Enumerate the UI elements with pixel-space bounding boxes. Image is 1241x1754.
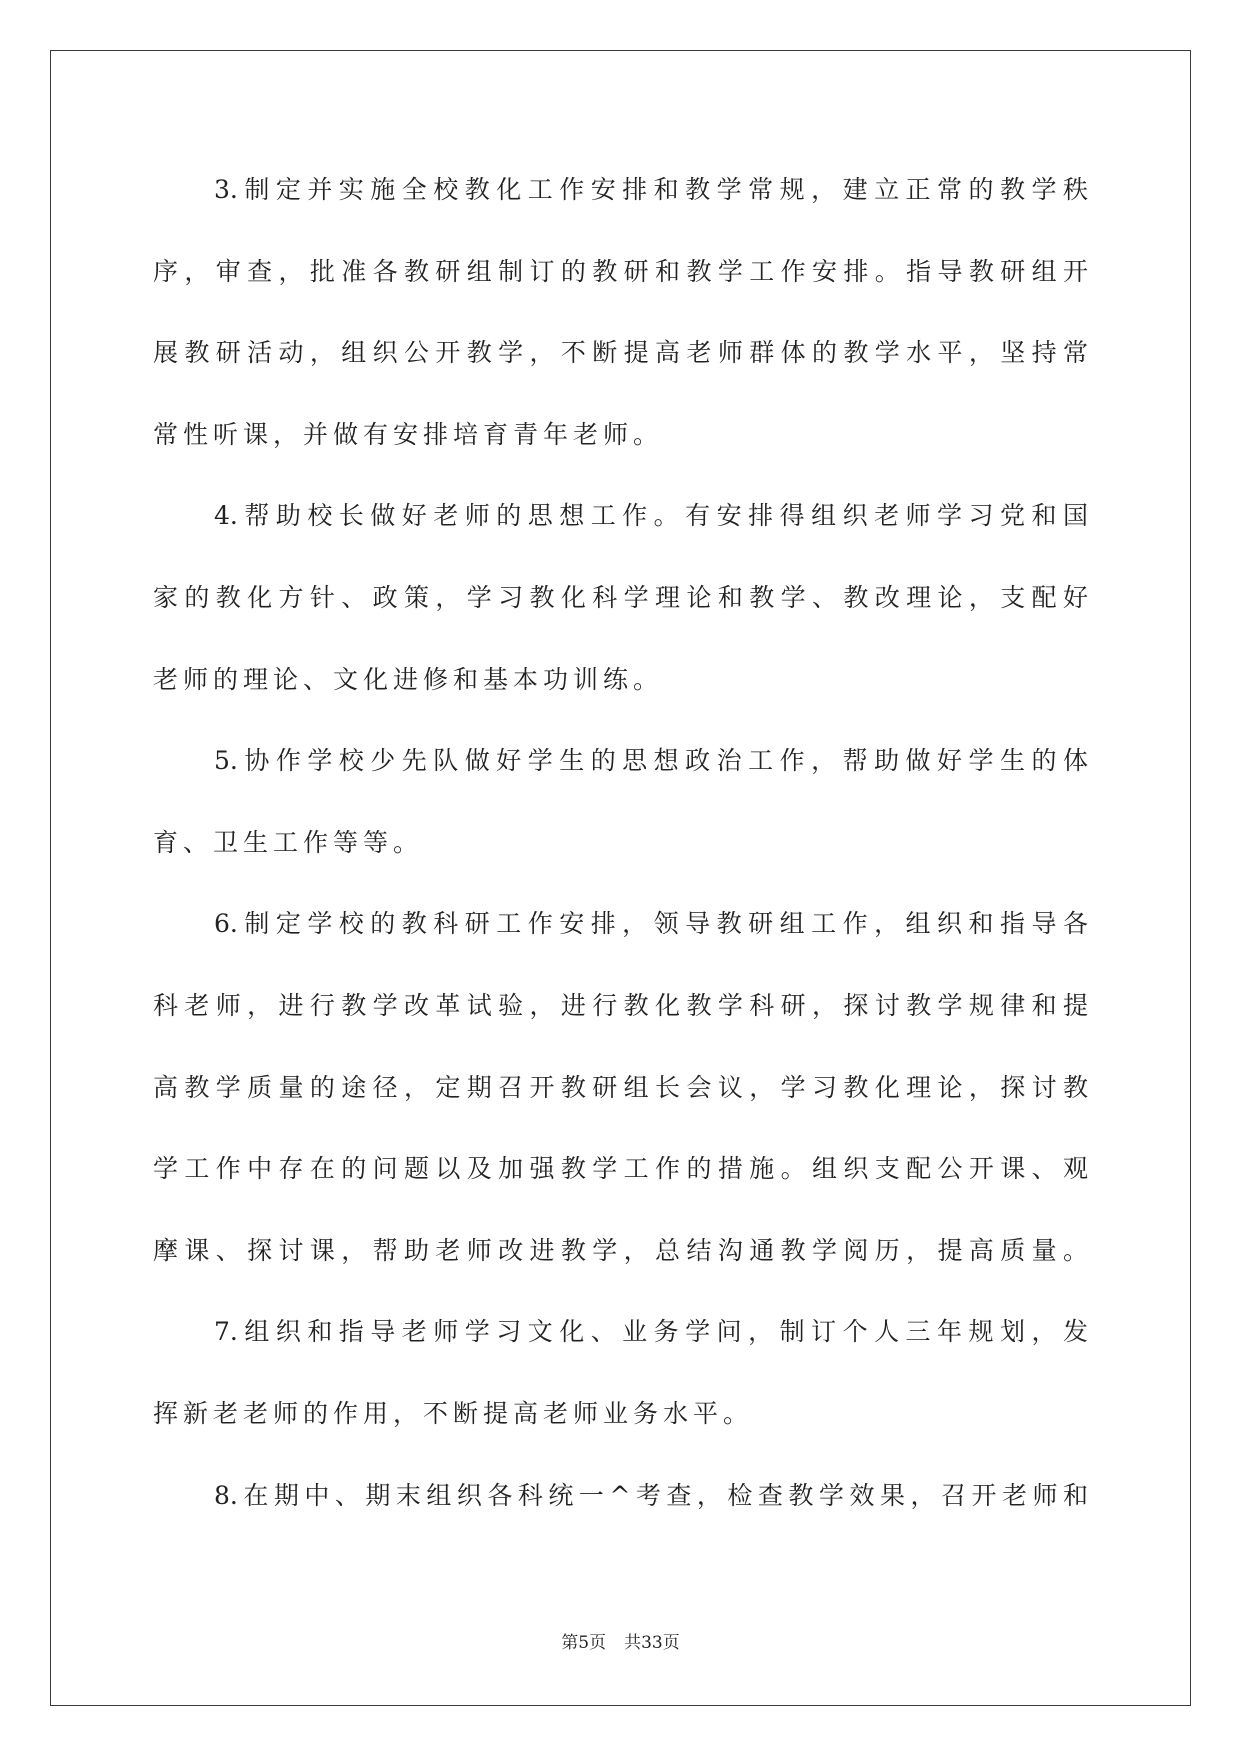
document-body <box>153 149 1088 1536</box>
body-line: 挥新老老师的作用，不断提高老师业务水平。 <box>153 1398 754 1428</box>
body-line: 常性听课，并做有安排培育青年老师。 <box>153 419 664 449</box>
body-line: 育、卫生工作等等。 <box>153 827 424 857</box>
body-line: 摩课、探讨课，帮助老师改进教学，总结沟通教学阅历，提高质量。 <box>153 1235 1088 1265</box>
body-line: 展教研活动，组织公开教学，不断提高老师群体的教学水平，坚持常 <box>153 338 1088 368</box>
paragraph-item-3 <box>153 149 1088 475</box>
body-line: 学工作中存在的问题以及加强教学工作的措施。组织支配公开课、观 <box>153 1154 1088 1184</box>
body-line: 高教学质量的途径，定期召开教研组长会议，学习教化理论，探讨教 <box>153 1072 1088 1102</box>
body-line: 5.协作学校少先队做好学生的思想政治工作，帮助做好学生的体 <box>214 746 1088 776</box>
paragraph-item-4 <box>153 475 1088 720</box>
paragraph-item-8 <box>153 1455 1088 1537</box>
body-line: 3.制定并实施全校教化工作安排和教学常规，建立正常的教学秩 <box>214 175 1088 204</box>
page-number: 第5页 <box>561 1633 607 1653</box>
paragraph-item-7 <box>153 1291 1088 1454</box>
body-line: 老师的理论、文化进修和基本功训练。 <box>153 664 664 694</box>
body-line: 科老师，进行教学改革试验，进行教化教学科研，探讨教学规律和提 <box>153 990 1088 1020</box>
page-footer <box>0 1628 1241 1653</box>
paragraph-item-5 <box>153 720 1088 883</box>
paragraph-item-6 <box>153 883 1088 1291</box>
body-line: 8.在期中、期末组织各科统一^考查，检查教学效果，召开老师和 <box>214 1480 1088 1510</box>
body-line: 家的教化方针、政策，学习教化科学理论和教学、教改理论，支配好 <box>153 582 1088 612</box>
body-line: 4.帮助校长做好老师的思想工作。有安排得组织老师学习党和国 <box>214 501 1088 531</box>
body-line: 6.制定学校的教科研工作安排，领导教研组工作，组织和指导各 <box>214 909 1088 939</box>
body-line: 序，审查，批准各教研组制订的教研和教学工作安排。指导教研组开 <box>153 256 1088 286</box>
page-total: 共33页 <box>624 1633 680 1653</box>
body-line: 7.组织和指导老师学习文化、业务学问，制订个人三年规划，发 <box>214 1317 1088 1347</box>
